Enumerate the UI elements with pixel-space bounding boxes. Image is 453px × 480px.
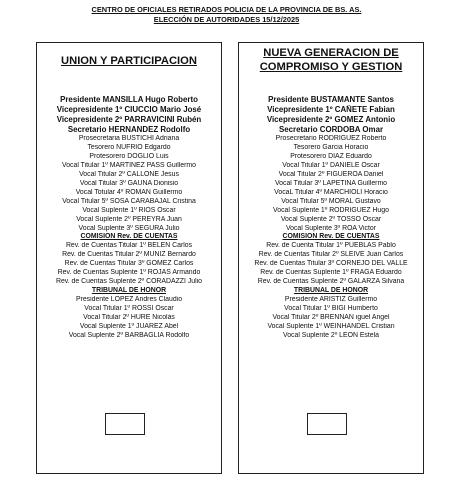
candidate-line: Vicepresidente 1º CIUCCIO Mario José xyxy=(56,105,202,114)
header-organization: CENTRO DE OFICIALES RETIRADOS POLICIA DE LA PROVINCIA DE BS. AS. xyxy=(91,5,362,14)
candidate-lines xyxy=(239,95,423,341)
candidate-line: Prosecretario RODRIGUEZ Roberto xyxy=(275,135,387,142)
candidate-line: Vocal Titular 2º BRENNAN iguel Angel xyxy=(272,314,390,322)
candidate-line: Vocal Titular 1º BIGI Humberto xyxy=(284,305,378,313)
candidate-line: Presidente LOPEZ Andres Claudio xyxy=(75,296,183,304)
section-heading: COMISION Rev. DE CUENTAS xyxy=(282,233,380,241)
candidate-line: Vocal Titular 3º LAPETINA Guillermo xyxy=(274,179,388,187)
candidate-line: Vocal Suplente 2º TOSSO Oscar xyxy=(280,215,382,223)
candidate-line: Rev. de Cuentas Suplente 1º ROJAS Armando xyxy=(57,269,201,277)
list-nueva-generacion xyxy=(238,42,424,474)
candidate-lines xyxy=(37,95,221,341)
section-heading: COMISION Rev. DE CUENTAS xyxy=(80,233,178,241)
candidate-line: Vocal Suplente 2º LEON Estela xyxy=(283,331,379,339)
candidate-line: Tesorero NUFRIO Edgardo xyxy=(87,143,171,151)
candidate-line: Rev. de Cuentas Titular 1º BELEN Carlos xyxy=(65,242,193,250)
candidate-line: Protesorero DOGLIO Luis xyxy=(89,152,169,160)
vote-checkbox[interactable] xyxy=(105,413,145,435)
candidate-line: Presidente MANSILLA Hugo Roberto xyxy=(60,95,198,104)
candidate-line: Vocal Suplente 1º RODRIGUEZ Hugo xyxy=(273,206,389,214)
candidate-line: Vocal Totular 4º ROMAN Guillermo xyxy=(75,188,183,196)
candidate-line: Vocal Suplente 2º BARBAGLIA Rodolfo xyxy=(68,331,190,339)
candidate-line: Vocal Titular 1º ROSSI Oscar xyxy=(84,305,174,313)
candidate-line: Vicepresidente 1º CAÑETE Fabian xyxy=(267,105,395,114)
candidate-line: Rev. de Cuentas Titular 3º GOMEZ Carlos xyxy=(64,260,194,268)
list-title: NUEVA GENERACION DE COMPROMISO Y GESTION xyxy=(259,47,403,73)
candidate-line: Vocal Suplente 3º ROA Victor xyxy=(285,224,377,232)
candidate-line: Vocal Titular 5º SOSA CARABAJAL Cristina xyxy=(62,197,196,205)
candidate-line: Vocal Titular 2º HURE Nicolás xyxy=(83,314,175,322)
candidate-line: Vocal Titular 1º DANIELE Oscar xyxy=(282,161,380,169)
candidate-line: Vocal Suplente 2º PEREYRA Juan xyxy=(76,215,182,223)
candidate-line: Secretario HERNANDEZ Rodolfo xyxy=(67,125,191,134)
list-title: UNION Y PARTICIPACION xyxy=(61,55,197,67)
section-heading: TRIBUNAL DE HONOR xyxy=(91,287,167,295)
candidate-line: Presidente BUSTAMANTE Santos xyxy=(268,95,394,104)
candidate-line: Secretario CORDOBA Omar xyxy=(278,125,384,134)
candidate-line: Protesorero DIAZ Eduardo xyxy=(290,152,372,160)
candidate-line: Rev. de Cuenta Titular 1º PUEBLAS Pablo xyxy=(266,242,396,250)
candidate-line: Vocal Suplente 1º WEINHANDEL Cristian xyxy=(267,323,395,331)
ballot-header xyxy=(0,5,453,25)
candidate-line: Rev. de Cuentas Titular 3º CORNEJO DEL VALLE xyxy=(254,260,408,268)
candidate-line: Vicepresidente 2º PARRAVICINI Rubén xyxy=(56,115,202,124)
candidate-line: Rev. de Cuentas Suplente 2º CORADAZZI Julio xyxy=(55,278,202,286)
candidate-line: Vicepresidente 2º GOMEZ Antonio xyxy=(266,115,396,124)
candidate-line: Prosecretaria BUSTICHI Adriana xyxy=(78,135,180,142)
candidate-line: Vocal Titular 1º MARTINEZ PASS Guillermo xyxy=(62,161,196,169)
candidate-line: Rev. de Cuentas Suplente 1º FRAGA Eduardo xyxy=(260,269,402,277)
candidate-line: Rev. de Cuentas Titular 2º SLEIVE Juan Carlos xyxy=(258,251,404,259)
candidate-line: Vocal Suplente 1º RIOS Oscar xyxy=(82,206,176,214)
list-union-y-participacion xyxy=(36,42,222,474)
vote-checkbox[interactable] xyxy=(307,413,347,435)
candidate-line: Tesorero Garcia Horacio xyxy=(293,143,369,151)
candidate-line: Rev. de Cuentas Suplente 2º GALARZA Silvana xyxy=(257,278,405,286)
candidate-line: Vocal Suplente 1º JUAREZ Abel xyxy=(79,323,179,331)
candidate-line: Presidente ARISTIZ Guillermo xyxy=(284,296,378,304)
candidate-line: Vocal Suplente 3º SEGURA Julio xyxy=(78,224,180,232)
candidate-line: Vocal Titular 2º FIGUEROA Daniel xyxy=(278,170,384,178)
section-heading: TRIBUNAL DE HONOR xyxy=(293,287,369,295)
candidate-line: VocaL Titular 4º MARCHIOLI Horacio xyxy=(274,188,388,196)
candidate-line: Rev. de Cuentas Titular 2º MUÑIZ Bernardo xyxy=(62,251,196,259)
candidate-line: Vocal Titular 2º CALLONE Jesus xyxy=(79,170,179,178)
candidate-line: Vocal Titular 3º GAUNA Dionisio xyxy=(79,179,179,187)
candidate-line: Vocal Titular 5º MORAL Gustavo xyxy=(281,197,381,205)
header-election: ELECCIÓN DE AUTORIDADES 15/12/2025 xyxy=(153,15,300,24)
